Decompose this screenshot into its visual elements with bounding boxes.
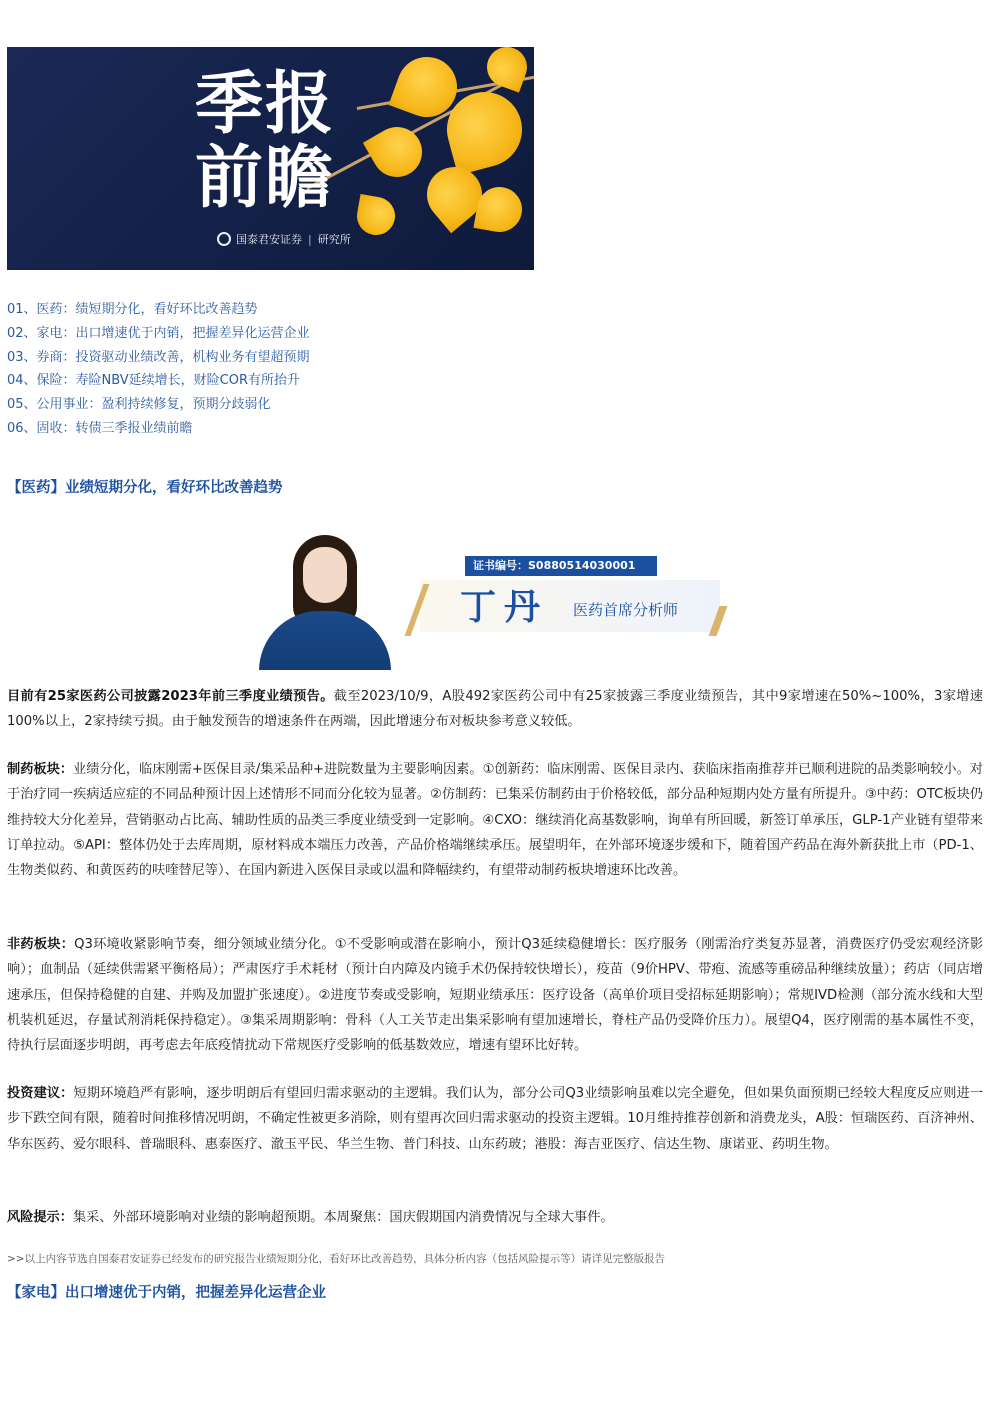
brand-logo-sub: 研究所 <box>317 233 351 246</box>
paragraph-lead: 非药板块： <box>7 937 75 952</box>
toc-item[interactable]: 05、公用事业：盈利持续修复，预期分歧弱化 <box>7 397 271 413</box>
paragraph-lead: 目前有25家医药公司披露2023年前三季度业绩预告。 <box>7 689 334 704</box>
paragraph-text: 截至2023/10/9，A股492家医药公司中有25家披露三季度业绩预告，其中9家增速在50%~100%，3家增速100%以上，2家持续亏损。由于触发预告的增速条件在两端，因此增速分布对板块参考意义较低。 <box>7 689 983 730</box>
section-title-appliance: 【家电】出口增速优于内销，把握差异化运营企业 <box>7 1285 326 1301</box>
section-title-pharma: 【医药】业绩短期分化，看好环比改善趋势 <box>7 480 283 496</box>
brand-logo-text: 国泰君安证券 <box>236 233 302 246</box>
paragraph-text: Q3环境收紧影响节奏，细分领域业绩分化。①不受影响或潜在影响小，预计Q3延续稳健增长：医疗服务（刚需治疗类复苏显著，消费医疗仍受宏观经济影响）；血制品（延续供需紧平衡格局）；严肃医疗手术耗材（预计白内障及内镜手术仍保持较快增长），疫苗（9价HPV、带疱、流感等重磅品种继续放量）；药店（同店增速承压，但保持稳健的自建、并购及加盟扩张速度）。②进度节奏或受影响，短期业绩承压：医疗设备（高单价项目受招标延期影响）；常规IVD检测（部分流水线和大型机装机延迟，存量试剂消耗保持稳定）。③集采周期影响：骨科（人工关节走出集采影响有望加速增长，脊柱产品仍受降价压力）。展望Q4，医疗刚需的基本属性不变，待执行层面逐步明朗，再考虑去年底疫情扰动下常规医疗受影响的低基数效应，增速有望环比好转。 <box>7 937 984 1054</box>
analyst-card <box>255 533 725 673</box>
paragraph-lead: 投资建议： <box>7 1086 74 1101</box>
banner-title-line1: 季报 <box>195 64 336 144</box>
banner-title <box>195 64 336 218</box>
analyst-role: 医药首席分析师 <box>573 601 679 619</box>
paragraph-lead: 风险提示： <box>7 1210 73 1225</box>
certificate-number: 证书编号：S0880514030001 <box>465 556 657 576</box>
paragraph-text: 集采、外部环境影响对业绩的影响超预期。本周聚焦：国庆假期国内消费情况与全球大事件。 <box>72 1210 614 1225</box>
paragraph-summary <box>7 684 983 735</box>
paragraph-investment <box>7 1081 983 1157</box>
paragraph-lead: 制药板块： <box>7 762 74 777</box>
toc-item[interactable]: 01、医药：绩短期分化，看好环比改善趋势 <box>7 302 258 317</box>
banner-title-line2: 前瞻 <box>195 138 336 218</box>
source-note: >>以上内容节选自国泰君安证券已经发布的研究报告业绩短期分化，看好环比改善趋势，具体分析内容（包括风险提示等）请详见完整版报告 <box>7 1253 666 1265</box>
toc-item[interactable]: 02、家电：出口增速优于内销，把握差异化运营企业 <box>7 325 310 341</box>
analyst-face <box>303 547 347 603</box>
nameplate-accent <box>405 584 430 636</box>
paragraph-text: 业绩分化，临床刚需+医保目录/集采品种+进院数量为主要影响因素。①创新药：临床刚需、医保目录内、获临床指南推荐并已顺利进院的品类影响较小。对于治疗同一疾病适应症的不同品种预计因上述情形不同而分化较为显著。②仿制药：已集采仿制药由于价格较低，部分品种短期内处方量有所提升。③中药：OTC板块仍维持较大分化差异，营销驱动占比高、辅助性质的品类三季度业绩受到一定影响。④CXO：继续消化高基数影响，询单有所回暖，新签订单承压，GLP-1产业链有望带来订单拉动。⑤API：整体仍处于去库周期，原材料成本端压力改善，产品价格端继续承压。展望明年，在外部环境逐步缓和下，随着国产药品在海外新获批上市（PD-1、生物类似药、和黄医药的呋喹替尼等）、在国内新进入医保目录或以温和降幅续约，有望带动制药板块增速环比改善。 <box>7 762 984 879</box>
analyst-body <box>259 611 391 670</box>
paragraph-text: 短期环境趋严有影响，逐步明朗后有望回归需求驱动的主逻辑。我们认为，部分公司Q3业绩影响虽难以完全避免，但如果负面预期已经较大程度反应则进一步下跌空间有限，随着时间推移情况明朗，不确定性被更多消除，则有望再次回归需求驱动的投资主逻辑。10月维持推荐创新和消费龙头，A股：恒瑞医药、百济神州、华东医药、爱尔眼科、普瑞眼科、惠泰医疗、澈玉平民、华兰生物、普门科技、山东药玻；港股：海吉亚医疗、信达生物、康诺亚、药明生物。 <box>7 1086 984 1152</box>
logo-divider: | <box>308 232 312 246</box>
toc-item[interactable]: 06、固收：转债三季报业绩前瞻 <box>7 420 193 436</box>
analyst-photo <box>255 533 395 670</box>
brand-logo-icon <box>217 232 231 246</box>
paragraph-risk <box>7 1205 983 1230</box>
report-banner <box>7 47 534 270</box>
table-of-contents <box>7 298 310 441</box>
nameplate-accent <box>709 606 728 636</box>
ginkgo-leaf-icon <box>354 194 398 238</box>
paragraph-non-pharma <box>7 932 983 1058</box>
toc-item[interactable]: 03、券商：投资驱动业绩改善，机构业务有望超预期 <box>7 349 310 365</box>
brand-logo <box>217 231 351 247</box>
toc-item[interactable]: 04、保险：寿险NBV延续增长，财险COR有所抬升 <box>7 373 301 389</box>
analyst-name: 丁丹 <box>460 586 549 628</box>
paragraph-pharma <box>7 757 983 883</box>
